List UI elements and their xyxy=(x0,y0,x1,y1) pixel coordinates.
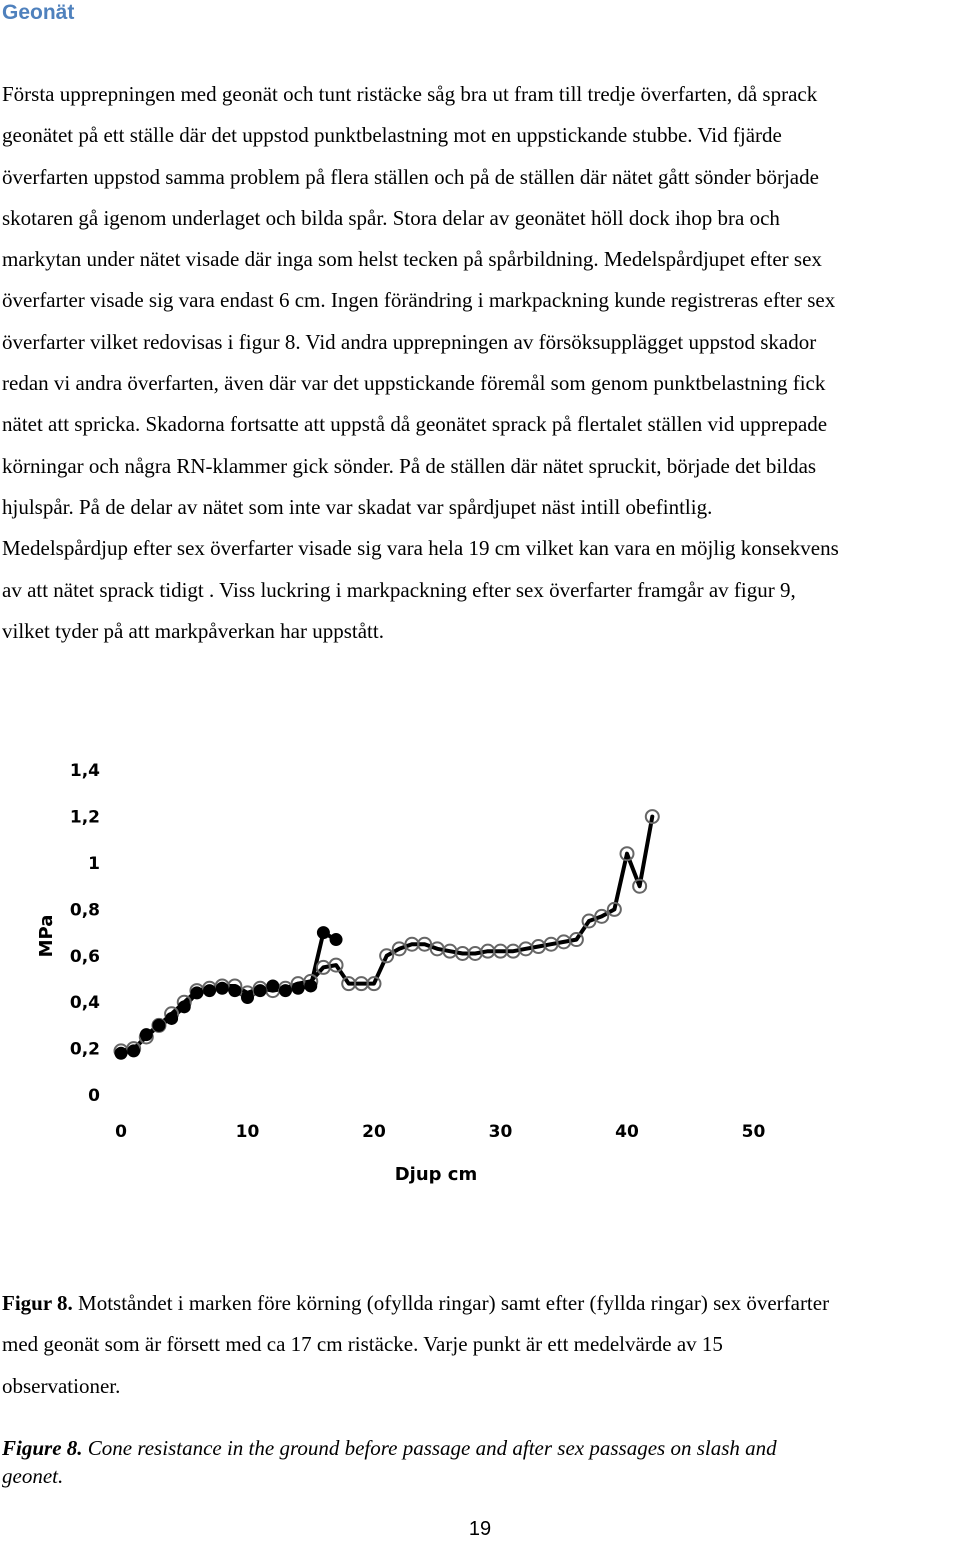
filled-circle-marker xyxy=(140,1029,152,1041)
filled-circle-marker xyxy=(191,987,203,999)
y-tick-label: 0,8 xyxy=(69,900,100,921)
section-heading: Geonät xyxy=(2,1,75,24)
filled-circle-marker xyxy=(229,985,241,997)
filled-circle-marker xyxy=(178,1001,190,1013)
y-tick-label: 1,4 xyxy=(69,761,100,782)
caption-text: Motståndet i marken före körning (ofyllda ringar) samt efter (fyllda ringar) sex överfarter med geonät som är försett med ca 17 cm ristäcke. Varje punkt är ett medelvärde av 15 observationer. xyxy=(2,1291,830,1398)
y-tick-label: 0,6 xyxy=(69,946,100,967)
page-number: 19 xyxy=(468,1518,492,1540)
caption-text: Cone resistance in the ground before passage and after sex passages on slash and geonet. xyxy=(2,1436,777,1488)
caption-label: Figure 8. xyxy=(2,1436,83,1460)
filled-circle-marker xyxy=(153,1019,165,1031)
filled-circle-marker xyxy=(204,985,216,997)
filled-circle-marker xyxy=(115,1047,127,1059)
filled-circle-marker xyxy=(305,980,317,992)
filled-circle-marker xyxy=(317,927,329,939)
x-tick-label: 20 xyxy=(362,1122,386,1142)
filled-circle-marker xyxy=(166,1012,178,1024)
filled-circle-marker xyxy=(216,982,228,994)
x-tick-label: 0 xyxy=(115,1122,127,1142)
y-tick-label: 0 xyxy=(88,1086,100,1106)
y-tick-label: 0,4 xyxy=(69,993,100,1014)
x-tick-label: 40 xyxy=(615,1122,639,1142)
filled-circle-marker xyxy=(330,934,342,946)
x-tick-label: 50 xyxy=(741,1122,766,1142)
filled-circle-marker xyxy=(128,1045,140,1057)
y-tick-label: 1,2 xyxy=(69,807,100,828)
series-markers xyxy=(115,810,659,1059)
caption-label: Figur 8. xyxy=(2,1291,73,1315)
x-axis-tick-labels xyxy=(115,1122,765,1142)
x-tick-label: 10 xyxy=(235,1122,260,1142)
penetration-resistance-chart xyxy=(0,740,960,1200)
y-tick-label: 1 xyxy=(88,854,100,874)
figure-caption-english xyxy=(2,1434,960,1490)
filled-circle-marker xyxy=(242,992,254,1004)
x-axis-title: Djup cm xyxy=(394,1164,478,1185)
figure-caption-swedish xyxy=(2,1283,960,1407)
filled-circle-marker xyxy=(279,985,291,997)
y-tick-label: 0,2 xyxy=(69,1039,100,1060)
filled-circle-marker xyxy=(267,980,279,992)
x-tick-label: 30 xyxy=(488,1122,513,1142)
filled-circle-marker xyxy=(254,985,266,997)
filled-circle-marker xyxy=(292,982,304,994)
body-paragraph: Första upprepningen med geonät och tunt ristäcke såg bra ut fram till tredje överfarten, då sprack geonätet på ett ställe där det uppstod punktbelastning mot en uppstickande stubbe. Vid fjärde överfarten uppstod samma problem på flera ställen och på de ställen där nätet gått sönder började skotaren gå igenom underlaget och bilda spår. Stora delar av geonätet höll dock ihop bra och markytan under nätet visade där inga som helst tecken på spårbildning. Medelspårdjupet efter sex överfarter visade sig vara endast 6 cm. Ingen förändring i markpackning kunde registreras efter sex överfarter vilket redovisas i figur 8. Vid andra upprepningen av försöksupplägget uppstod skador redan vi andra överfarten, även där var det uppstickande föremål som genom punktbelastning fick nätet att spricka. Skadorna fortsatte att uppstå då geonätet sprack på flertalet ställen vid upprepade körningar och några RN-klammer gick sönder. På de ställen där nätet spruckit, började det bildas hjulspår. På de delar av nätet som inte var skadat var spårdjupet näst intill obefintlig. Medelspårdjup efter sex överfarter visade sig vara hela 19 cm vilket kan vara en möjlig konsekvens av att nätet sprack tidigt . Viss luckring i markpackning efter sex överfarter framgår av figur 9, vilket tyder på att markpåverkan har uppstått. xyxy=(2,82,839,643)
y-axis-tick-labels xyxy=(70,761,100,1106)
y-axis-title: MPa xyxy=(36,914,57,958)
